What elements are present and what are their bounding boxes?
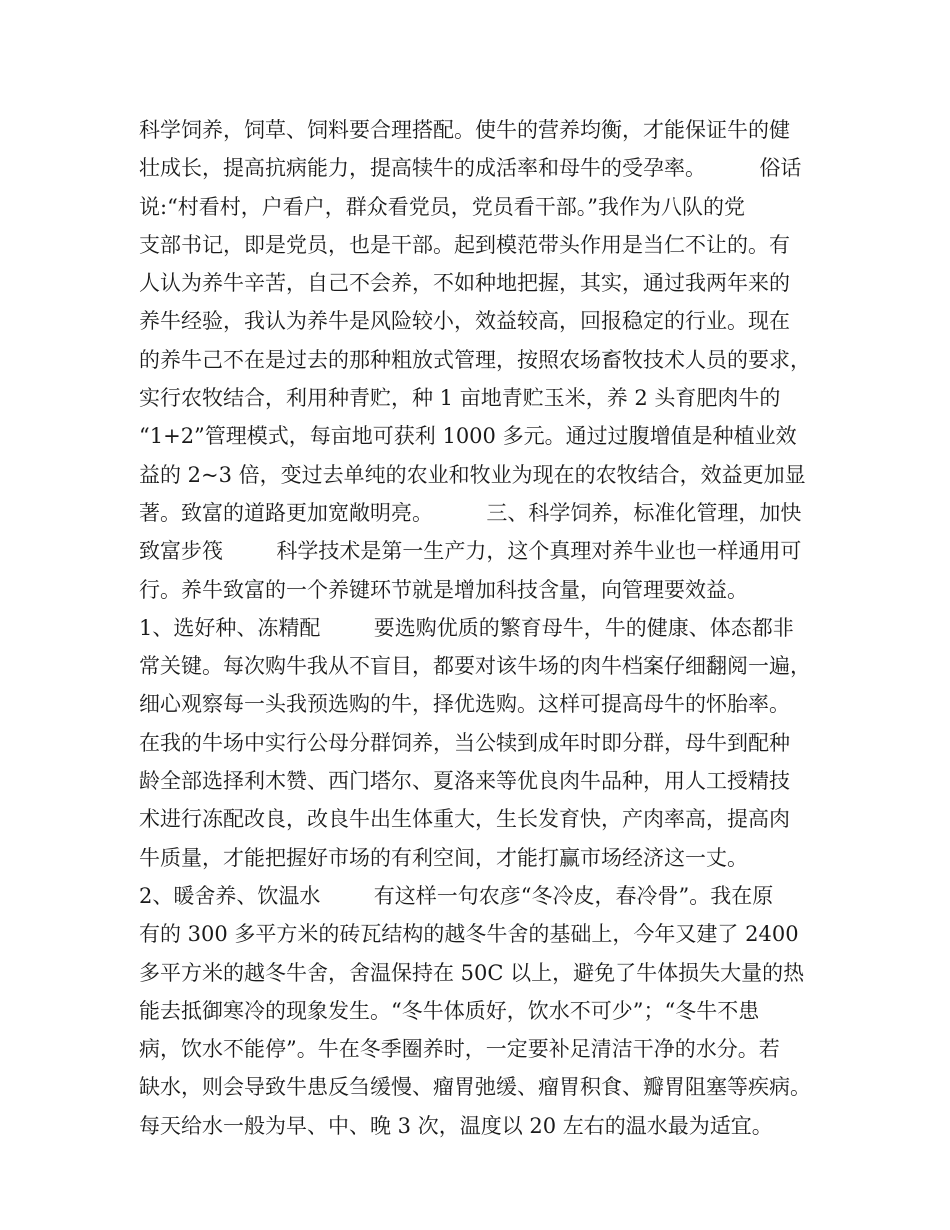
text-line: 壮成长，提高抗病能力，提高犊牛的成活率和母牛的受孕率。 俗话 xyxy=(139,156,802,181)
text-line: 著。致富的道路更加宽敞明亮。 三、科学饲养，标准化管理，加快 xyxy=(139,500,802,525)
body-text xyxy=(139,111,829,1145)
text-line: 致富步筏 科学技术是第一生产力，这个真理对养牛业也一样通用可 xyxy=(139,539,802,564)
text-line: 病，饮水不能停”。牛在冬季圈养时，一定要补足清洁干净的水分。若 xyxy=(139,1037,780,1062)
text-line: 行。养牛致富的一个养键环节就是增加科技含量，向管理要效益。 xyxy=(139,577,748,602)
text-line: “1+2”管理模式，每亩地可获利 1000 多元。通过过腹增值是种植业效 xyxy=(139,424,797,449)
text-line: 养牛经验，我认为养牛是风险较小，效益较高，回报稳定的行业。现在 xyxy=(139,309,790,334)
text-line: 益的 2~3 倍，变过去单纯的农业和牧业为现在的农牧结合，效益更加显 xyxy=(139,462,806,487)
text-line: 实行农牧结合，利用种青贮，种 1 亩地青贮玉米，养 2 头育肥肉牛的 xyxy=(139,386,781,411)
text-line: 有的 300 多平方米的砖瓦结构的越冬牛舍的基础上，今年又建了 2400 xyxy=(139,922,799,947)
text-line: 牛质量，才能把握好市场的有利空间，才能打赢市场经济这一丈。 xyxy=(139,845,748,870)
text-line: 的养牛己不在是过去的那种粗放式管理，按照农场畜牧技术人员的要求， xyxy=(139,347,811,372)
text-line: 龄全部选择利木赞、西门塔尔、夏洛来等优良肉牛品种，用人工授精技 xyxy=(139,769,790,794)
text-line: 人认为养牛辛苦，自己不会养，不如种地把握，其实，通过我两年来的 xyxy=(139,271,790,296)
text-line: 缺水，则会导致牛患反刍缓慢、瘤胃弛缓、瘤胃积食、瓣胃阻塞等疾病。 xyxy=(139,1075,811,1100)
text-line: 常关键。每次购牛我从不盲目，都要对该牛场的肉牛档案仔细翻阅一遍， xyxy=(139,654,811,679)
text-line: 多平方米的越冬牛舍，舍温保持在 50C 以上，避免了牛体损失大量的热 xyxy=(139,960,805,985)
text-line: 能去抵御寒冷的现象发生。“冬牛体质好，饮水不可少”；“冬牛不患 xyxy=(139,998,760,1023)
text-line: 每天给水一般为早、中、晚 3 次，温度以 20 左右的温水最为适宜。 xyxy=(139,1113,773,1138)
text-line: 术进行冻配改良，改良牛出生体重大，生长发育快，产肉率高，提高肉 xyxy=(139,807,790,832)
text-line: 2、暖舍养、饮温水 有这样一句农彦“冬冷皮，春冷骨”。我在原 xyxy=(139,883,774,908)
text-line: 说:“村看村，户看户，群众看党员，党员看干部。”我作为八队的党 xyxy=(139,194,746,219)
text-line: 支部书记，即是党员，也是干部。起到模范带头作用是当仁不让的。有 xyxy=(139,232,790,257)
text-line: 在我的牛场中实行公母分群饲养，当公犊到成年时即分群，母牛到配种 xyxy=(139,730,790,755)
text-line: 1、选好种、冻精配 要选购优质的繁育母牛，牛的健康、体态都非 xyxy=(139,615,794,640)
text-line: 细心观察每一头我预选购的牛，择优选购。这样可提高母牛的怀胎率。 xyxy=(139,692,790,717)
text-line: 科学饲养，饲草、饲料要合理搭配。使牛的营养均衡，才能保证牛的健 xyxy=(139,118,790,142)
